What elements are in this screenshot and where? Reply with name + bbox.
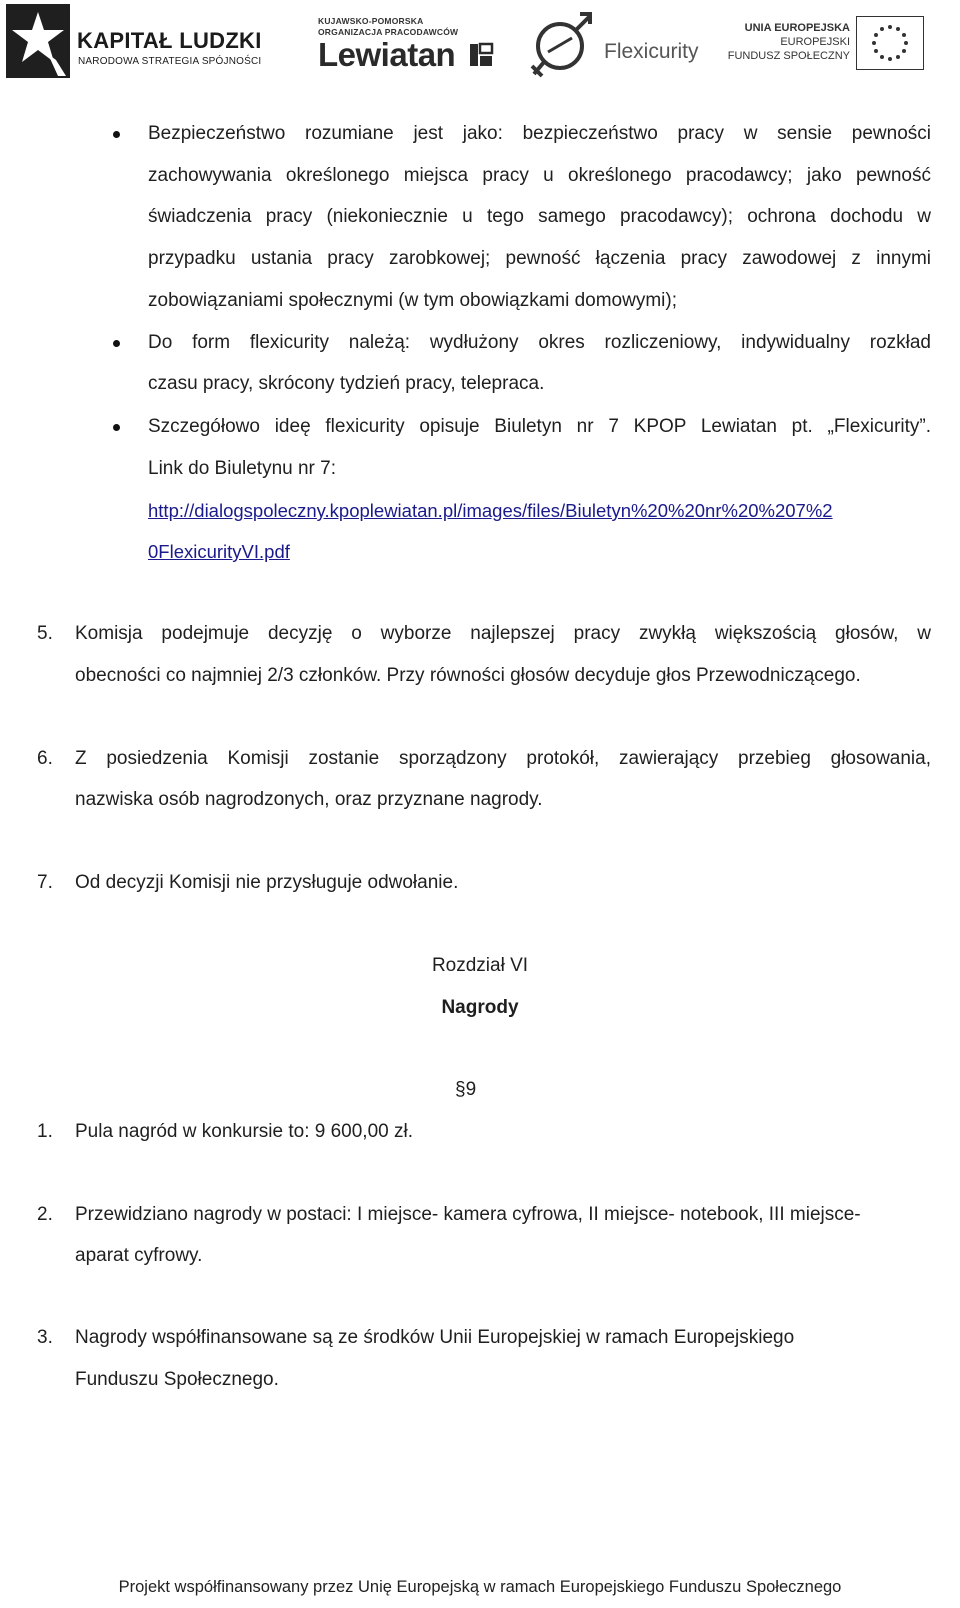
prize-number: 2. (37, 1204, 53, 1225)
kapital-ludzki-subtitle: NARODOWA STRATEGIA SPÓJNOŚCI (78, 56, 262, 67)
biuletyn-link-line2[interactable]: 0FlexicurityVI.pdf (148, 541, 290, 562)
lewiatan-logo (318, 2, 503, 82)
bullet1-line2: zachowywania określonego miejsca pracy u określonego pracodawcy; jako pewność (148, 165, 931, 186)
prize2-line1: Przewidziano nagrody w postaci: I miejsce- kamera cyfrowa, II miejsce- notebook, III miejsce- (75, 1204, 861, 1225)
biuletyn-link-line1[interactable]: http://dialogspoleczny.kpoplewiatan.pl/images/files/Biuletyn%20%20nr%20%207%2 (148, 500, 833, 521)
point7-line1: Od decyzji Komisji nie przysługuje odwołanie. (75, 872, 459, 893)
lewiatan-line1: KUJAWSKO-POMORSKA (318, 16, 424, 26)
bullet3-line1: Szczegółowo ideę flexicurity opisuje Biuletyn nr 7 KPOP Lewiatan pt. „Flexicurity”. (148, 416, 931, 437)
eu-line1: UNIA EUROPEJSKA (744, 22, 850, 34)
bullet-icon (113, 131, 120, 138)
chapter-title: Rozdział VI (431, 955, 529, 976)
point6-line1: Z posiedzenia Komisji zostanie sporządzony protokół, zawierający przebieg głosowania, (75, 748, 931, 769)
prize-number: 3. (37, 1327, 53, 1348)
prize1-line1: Pula nagród w konkursie to: 9 600,00 zł. (75, 1121, 413, 1142)
lewiatan-mark-icon (468, 42, 494, 68)
prize-number: 1. (37, 1121, 53, 1142)
point6-line2: nazwiska osób nagrodzonych, oraz przyznane nagrody. (75, 789, 543, 810)
header-logos (0, 0, 960, 90)
point5-line1: Komisja podejmuje decyzję o wyborze najlepszej pracy zwykłą większością głosów, w (75, 623, 931, 644)
lewiatan-name: Lewiatan (318, 36, 456, 73)
point-number: 7. (37, 872, 53, 893)
lewiatan-line2: ORGANIZACJA PRACODAWCÓW (318, 27, 459, 37)
eu-flag-icon (856, 16, 924, 70)
bullet-icon (113, 424, 120, 431)
bullet1-line5: zobowiązaniami społecznymi (w tym obowiązkami domowymi); (148, 290, 677, 311)
bullet2-line1: Do form flexicurity należą: wydłużony okres rozliczeniowy, indywidualny rozkład (148, 332, 931, 353)
bullet3-line2: Link do Biuletynu nr 7: (148, 458, 337, 479)
point-number: 6. (37, 748, 53, 769)
bullet1-line1: Bezpieczeństwo rozumiane jest jako: bezpieczeństwo pracy w sensie pewności (148, 123, 931, 144)
eu-line2: EUROPEJSKI (780, 36, 850, 48)
prize3-line1: Nagrody współfinansowane są ze środków Unii Europejskiej w ramach Europejskiego (75, 1327, 795, 1348)
eu-logo (727, 2, 958, 82)
kapital-ludzki-logo (4, 2, 269, 82)
gender-symbols-icon (530, 4, 596, 80)
bullet1-line3: świadczenia pracy (niekoniecznie u tego samego pracodawcy); ochrona dochodu w (148, 206, 931, 227)
flexicurity-logo (530, 2, 705, 82)
prize3-line2: Funduszu Społecznego. (75, 1369, 279, 1390)
chapter-subtitle: Nagrody (441, 997, 519, 1018)
paragraph-symbol: §9 (455, 1079, 477, 1100)
prize2-line2: aparat cyfrowy. (75, 1245, 203, 1266)
point-number: 5. (37, 623, 53, 644)
bullet1-line4: przypadku ustania pracy zarobkowej; pewność łączenia pracy zawodowej z innymi (148, 248, 931, 269)
kapital-ludzki-title: KAPITAŁ LUDZKI (77, 28, 262, 53)
bullet-icon (113, 340, 120, 347)
footer-text: Projekt współfinansowany przez Unię Europejską w ramach Europejskiego Funduszu Społecznego (118, 1578, 842, 1596)
point5-line2: obecności co najmniej 2/3 członków. Przy równości głosów decyduje głos Przewodniczącego. (75, 665, 861, 686)
bullet2-line2: czasu pracy, skrócony tydzień pracy, telepraca. (148, 373, 545, 394)
flexicurity-name: Flexicurity (604, 40, 699, 63)
eu-line3: FUNDUSZ SPOŁECZNY (727, 50, 850, 62)
star-figure-icon (4, 2, 72, 80)
